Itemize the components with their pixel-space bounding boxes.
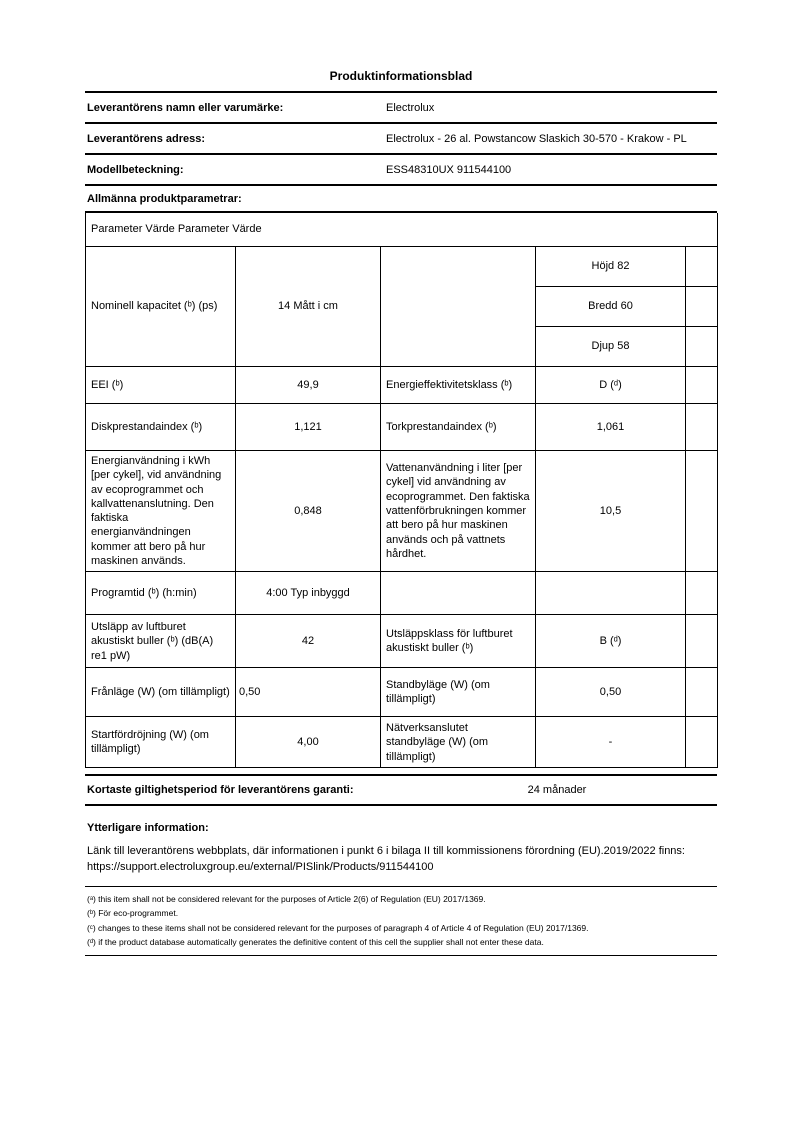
networked-standby-label-cell: Nätverksanslutet standbyläge (W) (om tillämpligt) [381,717,536,768]
spacer-cell [686,668,718,717]
footnotes-block [85,886,717,956]
eei-row [86,367,718,404]
general-parameters-heading: Allmänna produktparametrar: [85,186,717,213]
noise-class-label-cell: Utsläppsklass för luftburet akustiskt buller (ᵇ) [381,615,536,668]
energy-class-label-cell: Energieffektivitetsklass (ᵇ) [381,367,536,404]
energy-water-row [86,451,718,572]
dimension-width-cell: Bredd 60 [536,287,686,327]
model-identifier-row [85,155,717,186]
delay-start-value-cell: 4,00 [236,717,381,768]
energy-consumption-value-cell: 0,848 [236,451,381,572]
eei-label-cell: EEI (ᵇ) [86,367,236,404]
footnote-a: (ᵃ) this item shall not be considered relevant for the purposes of Article 2(6) of Regulation (EU) 2017/1369. [87,894,486,905]
guarantee-label: Kortaste giltighetsperiod för leverantörens garanti: [87,784,354,797]
additional-info-heading: Ytterligare information: [87,822,209,835]
footnote-d: (ᵈ) if the product database automatically generates the definitive content of this cell the supplier shall not enter these data. [87,937,544,948]
table-header-row [86,213,718,247]
noise-emission-value-cell: 42 [236,615,381,668]
programme-duration-label-cell: Programtid (ᵇ) (h:min) [86,572,236,615]
capacity-value-cell: 14 Mått i cm [236,247,381,367]
spacer-cell [686,615,718,668]
product-information-sheet [85,0,717,956]
support-link[interactable]: https://support.electroluxgroup.eu/external/PISlink/Products/911544100 [87,860,434,873]
dimension-depth-cell: Djup 58 [536,327,686,367]
dimension-height-cell: Höjd 82 [536,247,686,287]
spacer-cell [686,451,718,572]
water-consumption-label-cell: Vattenanvändning i liter [per cykel] vid användning av ecoprogrammet. Den faktiska vattenförbrukningen kommer att bero på hur maskinen används och på vattnets hårdhet. [381,451,536,572]
spacer-cell [686,287,718,327]
standby-value-cell: 0,50 [536,668,686,717]
standby-label-cell: Standbyläge (W) (om tillämpligt) [381,668,536,717]
programme-duration-value-cell: 4:00 Typ inbyggd [236,572,381,615]
spacer-cell [686,327,718,367]
supplier-address-row [85,124,717,155]
water-consumption-value-cell: 10,5 [536,451,686,572]
noise-row [86,615,718,668]
spacer-cell [686,717,718,768]
supplier-info-block [85,91,717,186]
supplier-name-label: Leverantörens namn eller varumärke: [87,101,284,114]
spacer-cell [686,367,718,404]
capacity-row [86,247,718,287]
table-header-cell: Parameter Värde Parameter Värde [86,213,718,247]
model-identifier-label: Modellbeteckning: [87,163,184,176]
cleaning-index-row [86,404,718,451]
guarantee-row [85,774,717,806]
noise-emission-label-cell: Utsläpp av luftburet akustiskt buller (ᵇ) (dB(A) re1 pW) [86,615,236,668]
delay-start-row [86,717,718,768]
supplier-address-label: Leverantörens adress: [87,132,205,145]
model-identifier-value: ESS48310UX 911544100 [386,163,512,176]
guarantee-value: 24 månader [527,784,587,797]
off-mode-value-cell: 0,50 [236,668,381,717]
additional-info-text [85,844,717,875]
cleaning-index-value-cell: 1,121 [236,404,381,451]
off-mode-label-cell: Frånläge (W) (om tillämpligt) [86,668,236,717]
energy-class-value-cell: D (ᵈ) [536,367,686,404]
cleaning-index-label-cell: Diskprestandaindex (ᵇ) [86,404,236,451]
spacer-cell [686,247,718,287]
supplier-name-value: Electrolux [386,101,435,114]
page-title: Produktinformationsblad [329,69,473,83]
empty-param-cell [381,572,536,615]
programme-duration-row [86,572,718,615]
supplier-address-value: Electrolux - 26 al. Powstancow Slaskich 30-570 - Krakow - PL [386,132,687,145]
footnote-c: (ᶜ) changes to these items shall not be considered relevant for the purposes of paragraph 4 of Article 4 of Regulation (EU) 2017/1369. [87,922,589,933]
drying-index-label-cell: Torkprestandaindex (ᵇ) [381,404,536,451]
networked-standby-value-cell: - [536,717,686,768]
energy-consumption-label-cell: Energianvändning i kWh [per cykel], vid användning av ecoprogrammet och kallvattenanslutning. Den faktiska energianvändningen kommer att bero på hur maskinen används. [86,451,236,572]
product-parameters-table [85,213,718,768]
spacer-cell [686,572,718,615]
capacity-empty-cell [381,247,536,367]
link-intro-text: Länk till leverantörens webbplats, där informationen i punkt 6 i bilaga II till kommissionens förordning (EU).2019/2022 finns: [87,845,685,858]
noise-class-value-cell: B (ᵈ) [536,615,686,668]
eei-value-cell: 49,9 [236,367,381,404]
delay-start-label-cell: Startfördröjning (W) (om tillämpligt) [86,717,236,768]
capacity-label-cell: Nominell kapacitet (ᵇ) (ps) [86,247,236,367]
supplier-name-row [85,93,717,124]
empty-value-cell [536,572,686,615]
spacer-cell [686,404,718,451]
footnote-b: (ᵇ) För eco-programmet. [87,908,179,919]
off-mode-row [86,668,718,717]
drying-index-value-cell: 1,061 [536,404,686,451]
